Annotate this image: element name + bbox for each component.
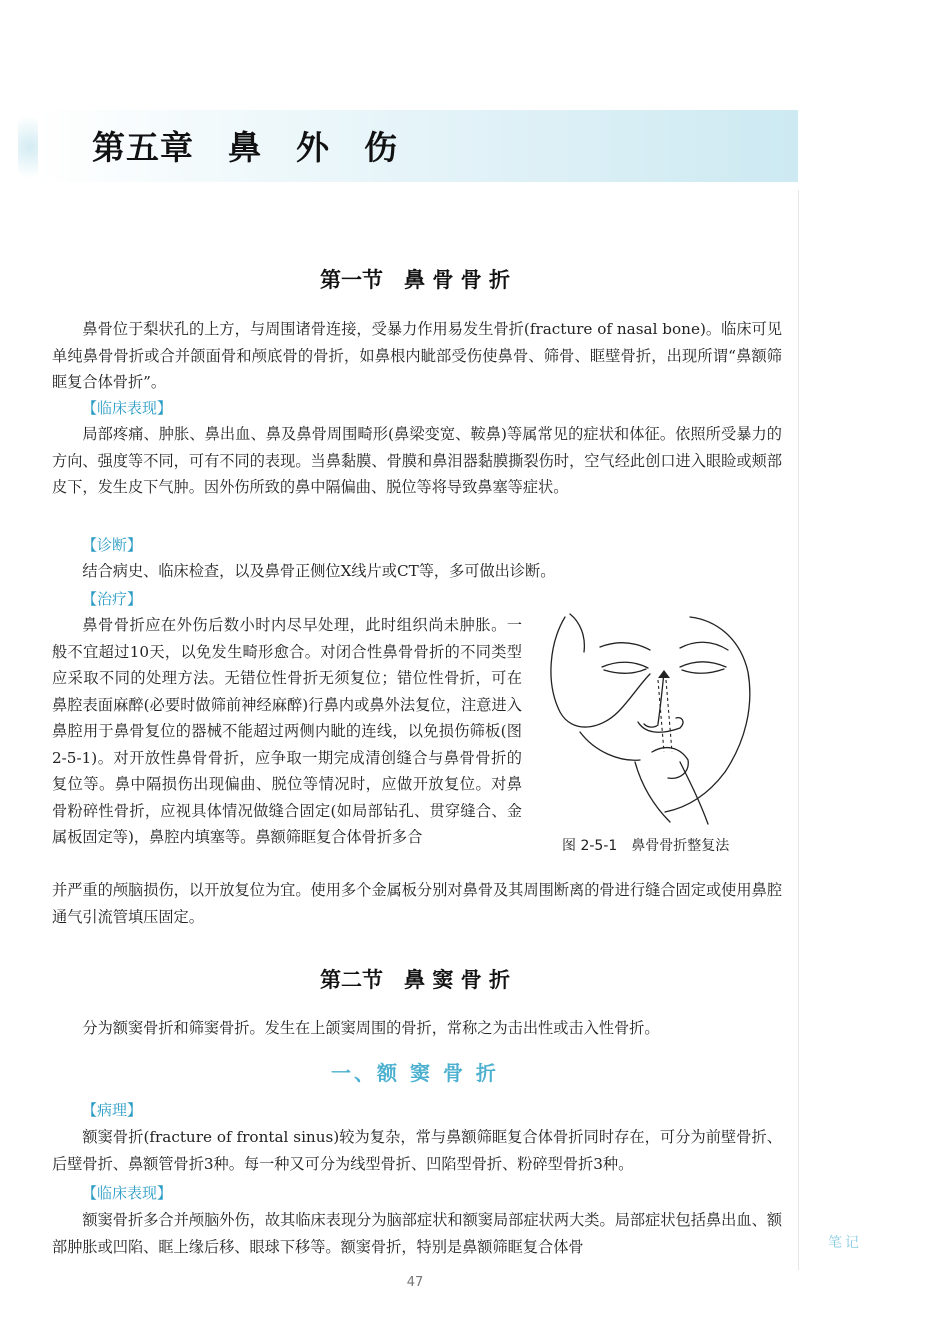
instrument-fingers — [652, 748, 688, 779]
face-contour — [665, 617, 750, 812]
nostril — [644, 724, 658, 727]
hand-fingers — [570, 614, 584, 652]
figure-caption: 图 2-5-1 鼻骨骨折整复法 — [562, 838, 730, 854]
section-title-nasal-bone-fracture: 第一节 鼻 骨 骨 折 — [320, 268, 510, 292]
frontal-clinical-paragraph: 额窦骨折多合并颅脑外伤，故其临床表现分为脑部症状和额窦局部症状两大类。局部症状包括鼻出血、额部肿胀或凹陷、眶上缘后移、眼球下移等。额窦骨折，特别是鼻额筛眶复合体骨 — [52, 1211, 782, 1256]
instrument-tip-arrow — [658, 670, 670, 678]
hand-lower — [580, 732, 640, 760]
chapter-title: 第五章 鼻 外 伤 — [92, 128, 398, 167]
pathology-paragraph: 额窦骨折(fracture of frontal sinus)较为复杂，常与鼻额筛眶复合体骨折同时存在，可分为前壁骨折、后壁骨折、鼻额管骨折3种。每一种又可分为线型骨折、凹陷型骨折、粉碎型骨折3种。 — [52, 1128, 782, 1173]
tag-treatment: 【治疗】 — [82, 590, 143, 608]
instrument-path-2 — [666, 680, 672, 752]
margin-note: 笔记 — [828, 1235, 862, 1251]
section-title-sinus-fracture: 第二节 鼻 窦 骨 折 — [320, 968, 510, 992]
eye-right — [680, 662, 726, 674]
intro-line-1: 鼻骨位于梨状孔的上方，与周围诸骨连接，受暴力作用易发生骨折(fracture of nasal bone)。 — [82, 320, 722, 338]
treatment-paragraph: 鼻骨骨折应在外伤后数小时内尽早处理，此时组织尚未肿胀。一般不宜超过10天，以免发生畸形愈合。对闭合性鼻骨骨折的不同类型应采取不同的处理方法。无错位性骨折无须复位；错位性骨折，可在鼻腔表面麻醉(必要时做筛前神经麻醉)行鼻内或鼻外法复位，注意进入鼻腔用于鼻骨复位的器械不能超过两侧内眦的连线，以免损伤筛板(图2-5-1)。对开放性鼻骨骨折，应争取一期完成清创缝合与鼻骨骨折的复位等。鼻中隔损伤出现偏曲、脱位等情况时，应做开放复位。对鼻骨粉碎性骨折，应视具体情况做缝合固定(如局部钻孔、贯穿缝合、金属板固定等)，鼻腔内填塞等。鼻额筛眶复合体骨折多合 — [52, 616, 522, 846]
tag-clinical-manifestation-2: 【临床表现】 — [82, 1184, 173, 1202]
subsection-title-frontal-sinus: 一、额 窦 骨 折 — [331, 1061, 499, 1085]
page-number: 47 — [406, 1275, 424, 1290]
sinus-intro-paragraph: 分为额窦骨折和筛窦骨折。发生在上颌窦周围的骨折，常称之为击出性或击入性骨折。 — [82, 1019, 660, 1037]
diagnosis-paragraph: 结合病史、临床检查，以及鼻骨正侧位X线片或CT等，多可做出诊断。 — [82, 562, 556, 580]
nasal-fracture-reduction-illustration — [540, 612, 780, 827]
brow-right — [680, 642, 728, 650]
instrument-hand — [635, 762, 708, 824]
intro-line-2: 临床可见单纯鼻骨骨折或合并颌面骨和颅底骨的骨折，如鼻根内眦部受伤使鼻骨、筛骨、眶壁骨折，出现所谓“鼻额筛眶复合体骨折”。 — [52, 320, 783, 391]
treatment-paragraph-continued: 并严重的颅脑损伤，以开放复位为宜。使用多个金属板分别对鼻骨及其周围断离的骨进行缝合固定或使用鼻腔通气引流管填压固定。 — [52, 881, 782, 926]
tag-diagnosis: 【诊断】 — [82, 536, 143, 554]
brow-left — [600, 643, 650, 650]
intro-paragraph — [52, 316, 782, 396]
page-edge-line — [798, 190, 799, 1270]
tag-clinical-manifestation: 【临床表现】 — [82, 399, 173, 417]
tag-pathology: 【病理】 — [82, 1101, 143, 1119]
clinical-paragraph: 局部疼痛、肿胀、鼻出血、鼻及鼻骨周围畸形(鼻梁变宽、鞍鼻)等属常见的症状和体征。依照所受暴力的方向、强度等不同，可有不同的表现。当鼻黏膜、骨膜和鼻泪器黏膜撕裂伤时，空气经此创口进入眼睑或颊部皮下，发生皮下气肿。因外伤所致的鼻中隔偏曲、脱位等将导致鼻塞等症状。 — [52, 425, 782, 496]
eye-left — [602, 662, 648, 673]
